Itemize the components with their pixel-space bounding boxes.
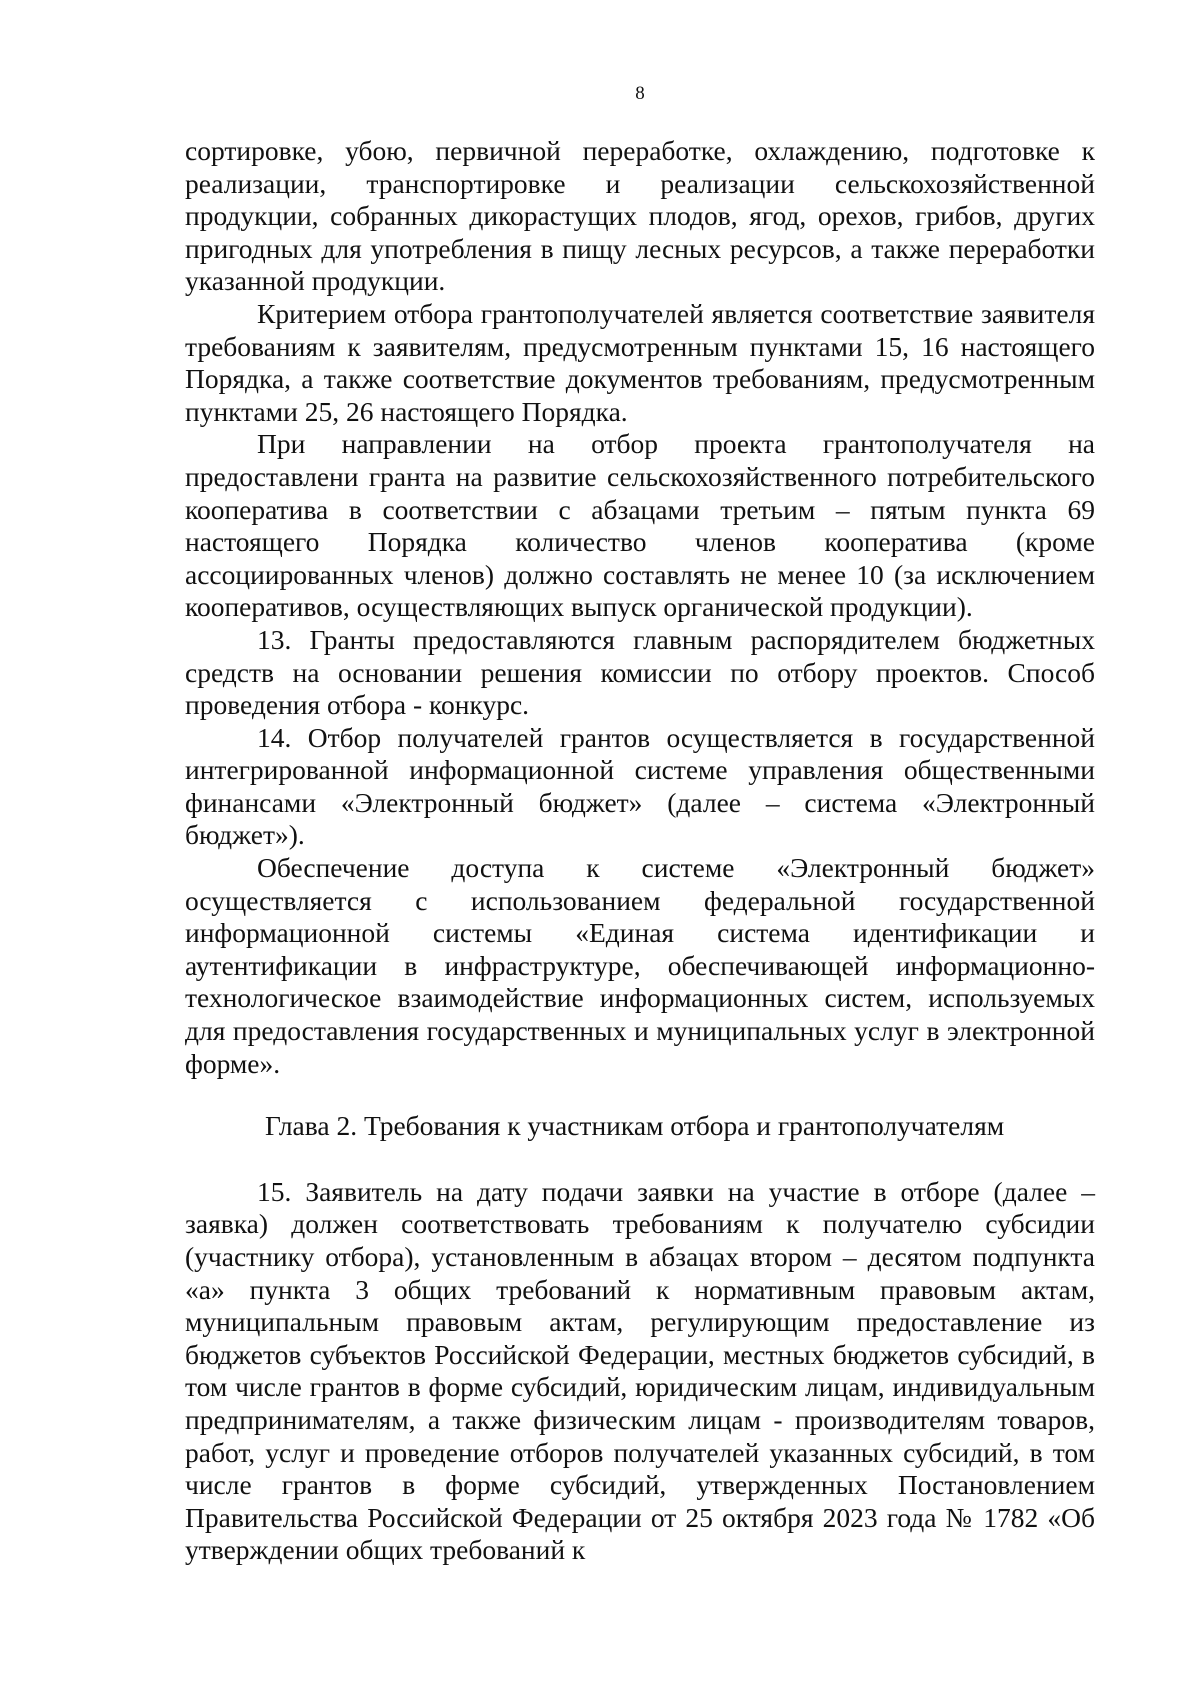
document-body (185, 135, 1095, 1567)
paragraph-continuation: сортировке, убою, первичной переработке, охлаждению, подготовке к реализации, транспортировке и реализации сельскохозяйственной продукции, собранных дикорастущих плодов, ягод, орехов, грибов, других пригодных для употребления в пищу лесных ресурсов, а также переработки указанной продукции. (185, 135, 1095, 297)
page-number: 8 (635, 83, 645, 104)
paragraph-item-13: 13. Гранты предоставляются главным распорядителем бюджетных средств на основании решения комиссии по отбору проектов. Способ проведения отбора - конкурс. (185, 623, 1095, 721)
paragraph-item-15: 15. Заявитель на дату подачи заявки на участие в отборе (далее – заявка) должен соответствовать требованиям к получателю субсидии (участнику отбора), установленным в абзацах втором – десятом подпункта «а» пункта 3 общих требований к нормативным правовым актам, муниципальным правовым актам, регулирующим предоставление из бюджетов субъектов Российской Федерации, местных бюджетов субсидий, в том числе грантов в форме субсидий, юридическим лицам, индивидуальным предпринимателям, а также физическим лицам - производителям товаров, работ, услуг и проведение отборов получателей указанных субсидий, в том числе грантов в форме субсидий, утвержденных Постановлением Правительства Российской Федерации от 25 октября 2023 года № 1782 «Об утверждении общих требований к (185, 1175, 1095, 1566)
paragraph-selection-criterion: Критерием отбора грантополучателей является соответствие заявителя требованиям к заявителям, предусмотренным пунктами 15, 16 настоящего Порядка, а также соответствие документов требованиям, предусмотренным пунктами 25, 26 настоящего Порядка. (185, 297, 1095, 427)
chapter-heading: Глава 2. Требования к участникам отбора и грантополучателям (265, 1110, 1005, 1142)
paragraph-system-access: Обеспечение доступа к системе «Электронный бюджет» осуществляется с использованием федеральной государственной информационной системы «Единая система идентификации и аутентификации в инфраструктуре, обеспечивающей информационно-технологическое взаимодействие информационных систем, используемых для предоставления государственных и муниципальных услуг в электронной форме». (185, 852, 1095, 1079)
paragraph-item-14: 14. Отбор получателей грантов осуществляется в государственной интегрированной информационной системе управления общественными финансами «Электронный бюджет» (далее – система «Электронный бюджет»). (185, 721, 1095, 851)
paragraph-cooperative-members: При направлении на отбор проекта грантополучателя на предоставлени гранта на развитие сельскохозяйственного потребительского кооператива в соответствии с абзацами третьим – пятым пункта 69 настоящего Порядка количество членов кооператива (кроме ассоциированных членов) должно составлять не менее 10 (за исключением кооперативов, осуществляющих выпуск органической продукции). (185, 428, 1095, 623)
